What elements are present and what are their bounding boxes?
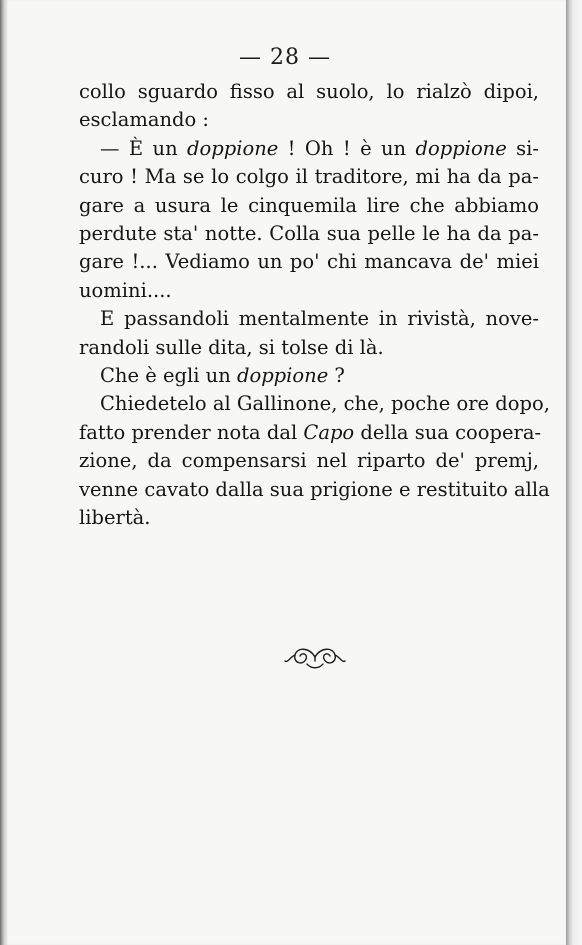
text-run: ! Oh ! è un — [278, 136, 416, 160]
text-line — [79, 447, 539, 475]
text-line — [79, 248, 539, 276]
italic-text: Capo — [303, 420, 355, 444]
text-run: randoli sulle dita, si tolse di là. — [79, 335, 384, 359]
text-run: venne cavato dalla sua prigione e restituito alla — [79, 477, 550, 501]
text-run: uomini.... — [79, 278, 172, 302]
page-number: — 28 — — [239, 45, 331, 70]
text-run: Che è egli un — [100, 364, 237, 388]
flourish-ornament-icon — [283, 642, 347, 672]
text-run: libertà. — [79, 506, 151, 530]
text-line — [79, 135, 539, 163]
text-line — [79, 305, 539, 333]
text-run: — È un — [100, 136, 188, 160]
italic-text: doppione — [236, 364, 329, 388]
text-run: E passandoli mentalmente in rivistà, nove- — [100, 307, 539, 331]
text-run: perdute sta' notte. Colla sua pelle le ha da pa- — [79, 222, 539, 246]
text-run: curo ! Ma se lo colgo il traditore, mi ha da pa- — [79, 165, 539, 189]
page-edge — [566, 0, 582, 945]
text-run: Chiedetelo al Gallinone, che, poche ore dopo, — [100, 392, 550, 416]
text-line — [79, 476, 550, 504]
text-line — [79, 163, 539, 191]
italic-text: doppione — [187, 136, 279, 160]
page-gutter-shadow — [0, 0, 8, 945]
text-run: si- — [506, 136, 540, 160]
text-line — [79, 277, 539, 305]
text-line — [79, 419, 542, 447]
text-line — [79, 362, 539, 390]
text-line — [79, 504, 539, 532]
text-line — [79, 390, 550, 418]
text-run: fatto prender nota dal — [79, 420, 304, 444]
text-run: esclamando : — [79, 108, 209, 132]
text-line — [79, 334, 539, 362]
text-line — [79, 106, 539, 134]
text-run: collo sguardo fisso al suolo, lo rialzò dipoi, — [79, 80, 539, 103]
text-line — [79, 192, 539, 220]
text-run: gare a usura le cinquemila lire che abbiamo — [79, 193, 539, 217]
text-line — [79, 78, 539, 106]
body-text — [79, 78, 550, 533]
text-run: ? — [328, 364, 345, 388]
italic-text: doppione — [415, 136, 507, 160]
text-run: gare !... Vediamo un po' chi mancava de' miei — [79, 250, 539, 274]
text-line — [79, 220, 539, 248]
text-run: della sua coopera- — [354, 420, 542, 444]
text-run: zione, da compensarsi nel riparto de' premj, — [79, 449, 539, 473]
